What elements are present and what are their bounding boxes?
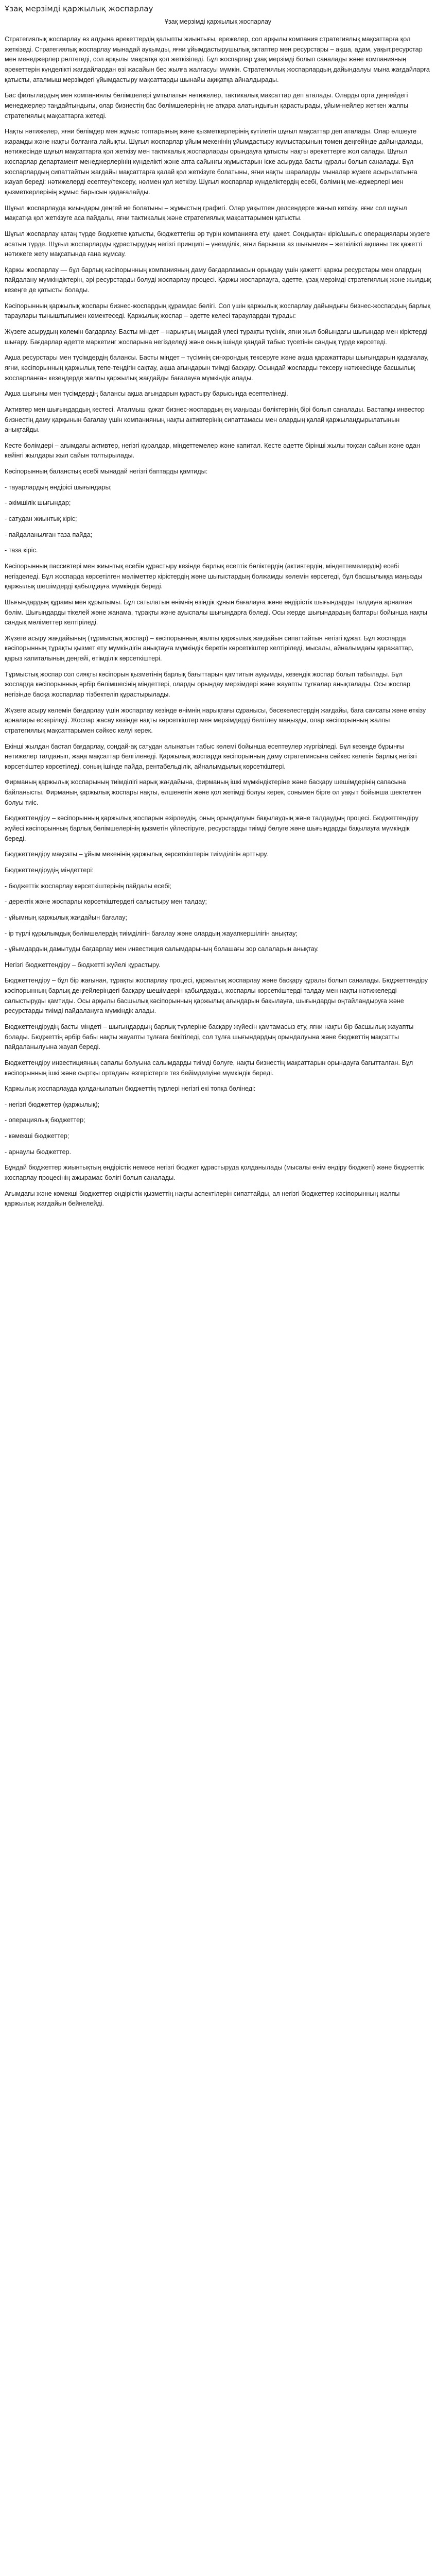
list-item: - пайдаланылған таза пайда;	[5, 531, 93, 538]
list-item: - ұйымдардың дамытуды бағдарлау мен инвестиция салымдарының болашағы зор салаларын анықтау.	[5, 945, 319, 953]
paragraph: Бюджеттендіру мақсаты – ұйым мекенінің қаржылық көрсеткіштерін тиімділігін арттыру.	[5, 851, 268, 858]
paragraph: Кәсіпорынның баланстық есебі мынадай негізгі баптарды қамтиды:	[5, 468, 208, 476]
paragraph: Нақты нәтижелер, яғни бөлімдер мен жұмыс топтарының және қызметкерлерінің күтілетін шұғыл мақсаттар деп аталады. Олар өлшеуге жарамды және нақты болғанға лайықты. Шұғыл жоспарлар ұйым мекенінің ұйымдастыру жұмыстарының төмен деңгейінде дайындалады, нәтижесінде шұғыл мақсаттарға қол жеткізу мен тактикалық жоспарларды орындауға қатысты нақты әрекеттерге жол салады. Шұғыл жоспарлар департамент менеджерлерінің күнделікті және апта сайынғы жұмыстарын іске асыруда басты құралы болып саналады. Бұл жоспарлардың сипаттайтын жағдайы мақсаттарға қалай қол жеткізуге болатыны, яғни нақты шараларды мыналар жүзеге асырылатынға жауап береді: нәтижелерді есептеу/тексеру, нөлмен қол жеткізу. Шұғыл жоспарлар күнделіктердің есебі, бөлімнің менеджерлері мен қызметкерлерінің жұмыс барысын қадағалайды.	[5, 128, 423, 196]
list-item-text: ұйымның қаржылық жағдайын бағалау;	[8, 913, 128, 921]
paragraph: Шығындардың құрамы мен құрылымы. Бұл сатылатын өнімнің өзіндік құнын бағалауға және өндірістік шығындарды талдауға арналған бөлім. Шығындарды тікелей және жанама, тұрақты және ауыспалы шығындарға бөледі. Осы жерде шығындардың баптары бойынша нақты сандық мәліметтер келтіріледі.	[5, 598, 427, 626]
list-item: - таза кіріс.	[5, 547, 38, 554]
paragraph: Кесте бөлімдері – ағымдағы активтер, негізгі құралдар, міндеттемелер және капитал. Кесте әдетте бірінші жылы тоқсан сайын және одан кейінгі жылдары жыл сайын толтырылады.	[5, 442, 420, 460]
list-item: - ір түрлі құрылымдық бөлімшелердің тиімділігін бағалау және олардың жауапкершілігін анықтау;	[5, 929, 298, 937]
paragraph: Жүзеге асыру көлемін бағдарлау үшін жоспарлау кезінде өнімнің нарықтағы сұранысы, бәсекелестердің жағдайы, баға саясаты және өткізу арналары ескеріледі. Жоспар жасау кезінде нақты көрсеткіштер мен мерзімдерді белгілеу маңызды, олар кәсіпорынның жалпы стратегиялық мақсаттарымен сәйкес келуі керек.	[5, 706, 426, 734]
page-subtitle: Ұзақ мерзімді қаржылық жоспарлау	[164, 18, 272, 26]
paragraph: Жүзеге асыру жағдайының (тұрмыстық жоспар) – кәсіпорынның жалпы қаржылық жағдайын сипаттайтын негізгі құжат. Бұл жоспарда кәсіпорынның тұрақты қызмет ету мүмкіндігін анықтауға мүмкіндік беретін көрсеткіштер келтіріледі, мысалы, айналымдағы қаражаттар, қарыз капиталының деңгейі, өтімділік көрсеткіштері.	[5, 634, 414, 663]
paragraph: Тұрмыстық жоспар сол сияқты кәсіпорын қызметінің барлық бағыттарын қамтитын ауқымды, кезеңдік жоспар болып табылады. Бұл жоспарда кәсіпорынның әрбір бөлімшесінің міндеттері, оларды орындау мерзімдері және жауапты тұлғалар анықталады. Осы жоспар негізінде басқа жоспарлар тізбектеліп құрастырылады.	[5, 670, 411, 698]
list-item-text: арнаулы бюджеттер.	[8, 1148, 72, 1156]
document	[0, 0, 436, 1220]
paragraph: Шұғыл жоспарлау қатаң түрде бюджетке қатысты, бюджеттегіш әр түрін компанияға етуі қажет. Сондықтан кіріс/шығыс операциялары жүзеге асатын түрде. Шұғыл жоспарларды құрастырудың негізгі принципі – үнемділік, яғни барынша аз шығынмен – жеткілікті ақшаны тек қажетті нәтижеге жету мақсатында ғана жұмсау.	[5, 230, 430, 258]
list-item-text: бюджеттік жоспарлау көрсеткіштерінің пайдалы есебі;	[8, 882, 171, 890]
paragraph: Стратегиялық жоспарлау өз алдына әрекеттердің қалыпты жиынтығы, ережелер, сол арқылы компания стратегиялық мақсаттарға қол жеткізеді. Стратегиялық жоспарлау мынадай ауқымды, яғни ұйымдастырушылық актаптер мен ресурстары – ақша, адам, уақыт,ресурстар мен менеджерлер рөлтегеді, сол арқылы мақсатқа қол жеткізіледі. Бұл жоспарлар ұзақ мерзімді болып саналады және компанияның әрекеттерін күнделікті жағдайлардан өзі жасайын бес жылға жалғасуы мүмкін. Стратегиялық жоспарлардың дайындалуы мына жағдайларға қатысты, аталмыш мерзімдегі ұйымдастыру мақсаттарды шынайы ақиқатқа айналдырады.	[5, 36, 430, 83]
paragraph: Қаржы жоспарлау — бұл барлық кәсіпорынның компанияның даму бағдарламасын орындау үшін қажетті қаржы ресурстары мен олардың пайдалану мүмкіндіктерін, әрі ресурстарды бөлуді жоспарлау процесі. Қаржы жоспарлауға, әдетте, ұзақ мерзімді стратегиялық және жылдық кезеңге де қатысты болады.	[5, 266, 431, 294]
paragraph: Бұндай бюджеттер жиынтықтың өндірістік немесе негізгі бюджет құрастыруда қолданылады (мысалы өнім өндіру бюджеті) және бюджеттік жоспарлау процесінің ажырамас бөлігі болып саналады.	[5, 1164, 424, 1182]
list-item: - әкімшілік шығындар;	[5, 499, 71, 507]
list-item-text: пайдаланылған таза пайда;	[8, 531, 93, 538]
list-item: - көмекші бюджеттер;	[5, 1132, 69, 1140]
paragraph: Бюджеттендіру инвестицияның сапалы болуына салымдарды тиімді бөлуге, нақты бизнестің мақсаттарын орындауға бағытталған. Бұл кәсіпорынның ішкі және сыртқы ортадағы өзгерістерге тез бейімделуіне мүмкіндік береді.	[5, 1059, 413, 1077]
list-item-text: негізгі бюджеттер (қаржылық);	[8, 1100, 100, 1108]
list-item-text: операциялық бюджеттер;	[8, 1116, 85, 1124]
paragraph: Негізгі бюджеттендіру – бюджетті жүйелі құрастыру.	[5, 961, 161, 969]
paragraph: Активтер мен шығындардың кестесі. Аталмыш құжат бизнес-жоспардың ең маңызды бөліктерінің бірі болып саналады. Бастапқы инвестор бизнестің даму қарқынын бағалау үшін компанияның нақты активтерінің сипаттамасы мен олардың қалай қаржыландырылатынын анықтайды.	[5, 405, 425, 434]
list-item: - сатудан жиынтық кіріс;	[5, 515, 77, 523]
paragraph: Екінші жылдан бастап бағдарлау, сондай-ақ сатудан алынатын табыс көлемі бойынша есептеулер жүргізіледі. Бұл кезеңде бұрынғы нәтижелер талданып, жаңа мақсаттар белгіленеді. Қаржылық жоспарда кәсіпорынның даму стратегиясына сәйкес келетін барлық негізгі көрсеткіштер көрсетіледі, соның ішінде пайда, рентабельділік, айналымдылық көрсеткіштері.	[5, 742, 417, 770]
paragraph: Фирманың қаржылық жоспарының тиімділігі нарық жағдайына, фирманың ішкі мүмкіндіктеріне және басқару шешімдерінің сапасына байланысты. Фирманың қаржылық жоспары нақты, өлшенетін және қол жетімді болуы керек, сонымен бірге ол уақыт бойынша шектелген болуы тиіс.	[5, 778, 422, 806]
list-item: - операциялық бюджеттер;	[5, 1116, 85, 1124]
paragraph: Бас фильтлардың мен компаниялы бөлімшелері ұмтылатын нәтижелер, тактикалық мақсаттар деп аталады. Оларды орта деңгейдегі менеджерлер таңдайтындығы, олар бизнестің бас бөлімшелерінің не атқара алатындығын қарастырады, ұйым-нейлер жеткен жалпы стратегиялық мақсаттарға жетеді.	[5, 92, 409, 120]
list-item: - тауарлардың өндірісі шығындары;	[5, 483, 112, 491]
list-item-text: көмекші бюджеттер;	[8, 1132, 69, 1140]
paragraph: Қаржылық жоспарлауда қолданылатын бюджеттің түрлері негізгі екі топқа бөлінеді:	[5, 1085, 256, 1093]
page-title: Ұзақ мерзімді қаржылық жоспарлау	[5, 4, 153, 13]
list-item-text: ір түрлі құрылымдық бөлімшелердің тиімділігін бағалау және олардың жауапкершілігін анықтау;	[8, 929, 298, 937]
list-item-text: ұйымдардың дамытуды бағдарлау мен инвестиция салымдарының болашағы зор салаларын анықтау.	[8, 945, 319, 953]
paragraph: Ақша шығыны мен түсімдердің балансы ақша ағындарын құрастыру барысында есептелінеді.	[5, 390, 288, 398]
paragraph: Кәсіпорынның пассивтері мен жиынтық есебін құрастыру кезінде барлық есептік бөліктердің (активтердің, міндеттемелердің) есебі негізделеді. Бұл жоспарда көрсетілген мәліметтер кірістердің және шығыстардың болжамды көлемін көрсетеді, бұл басшылыққа маңызды қаржылық шешімдерді қабылдауға мүмкіндік береді.	[5, 562, 423, 590]
list-item: - деректік және жоспарлы көрсеткіштердегі салыстыру мен талдау;	[5, 898, 207, 906]
paragraph: Кәсіпорынның қаржылық жоспары бизнес-жоспардың құрамдас бөлігі. Сол үшін қаржылық жоспарлау дайындығы бизнес-жоспардың барлық тараулары тыныштығымен көмектеседі. Қаржылық жоспар – әдетте келесі тараулардан тұрады:	[5, 302, 430, 320]
paragraph: Бюджеттендірудің басты міндеті – шығындардың барлық түрлеріне басқару жүйесін қамтамасыз ету, яғни нақты бір басшылық жауапты болады. Бюджеттің әрбір бабы нақты жауапты тұлғаға бекітіледі, сол тұлға шығындардың орындалуына және бюджеттің мақсатты пайдаланылуына жауап береді.	[5, 1023, 414, 1051]
paragraph: Ағымдағы және көмекші бюджеттер өндірістік қызметтің нақты аспектілерін сипаттайды, ал негізгі бюджеттер кәсіпорынның жалпы қаржылық жағдайын бейнелейді.	[5, 1190, 400, 1208]
list-item-text: таза кіріс.	[8, 547, 38, 554]
list-item: - арнаулы бюджеттер.	[5, 1148, 72, 1156]
paragraph: Шұғыл жоспарлауда жиындары деңгей не болатыны – жұмыстың графигі. Олар уақытпен делсендерге жанып кеткізу, яғни сол шұғыл мақсатқа қол жеткізуге аса пайдалы, яғни тактикалық және стратегиялық мақсаттарымен қатысты.	[5, 204, 407, 222]
list-item: - бюджеттік жоспарлау көрсеткіштерінің пайдалы есебі;	[5, 882, 171, 890]
paragraph: Бюджеттендіру – кәсіпорынның қаржылық жоспарын әзірлеудің, оның орындалуын бақылаудың және талдаудың процесі. Бюджеттендіру жүйесі кәсіпорынның барлық бөлімшелерінің қызметін үйлестіруге, ресурстарды тиімді бөлуге және шығындарды бақылауға мүмкіндік береді.	[5, 815, 418, 842]
list-item: - негізгі бюджеттер (қаржылық);	[5, 1100, 100, 1108]
paragraph: Жүзеге асырудың көлемін бағдарлау. Басты міндет – нарықтың мыңдай үлесі тұрақты түсінік, яғни жыл бойындағы шығындар мен кірістерді шығару. Бағдарлар әдетте маркетинг жоспарына негізделеді және оның ішінде қандай табыс түсетінін сандық түрде көрсетеді.	[5, 328, 428, 346]
list-item-text: деректік және жоспарлы көрсеткіштердегі салыстыру мен талдау;	[8, 898, 207, 906]
list-item-text: тауарлардың өндірісі шығындары;	[8, 483, 112, 491]
paragraph: Бюджеттендіру – бұл бір жағынан, тұрақты жоспарлау процесі, қаржылық жоспарлау және басқару құралы болып саналады. Бюджеттендіру кәсіпорынның барлық деңгейлеріндегі басқару шешімдерін қабылдауды, жоспарлы көрсеткіштерді талдау мен нақты нәтижелерді салыстыруды қамтиды. Осы арқылы басшылық кәсіпорынның қаржылық ағындарын бақылауға, шығындарды оңтайландыруға және ресурстарды тиімді пайдалануға мүмкіндік алады.	[5, 977, 428, 1015]
list-item: - ұйымның қаржылық жағдайын бағалау;	[5, 913, 128, 921]
paragraph: Бюджеттендірудің міндеттері:	[5, 866, 94, 874]
list-item-text: сатудан жиынтық кіріс;	[8, 515, 77, 523]
list-item-text: әкімшілік шығындар;	[8, 499, 71, 507]
paragraph: Ақша ресурстары мен түсімдердің балансы. Басты міндет – түсімнің синхрондық тексеруге және ақша қаражаттары шығындарын қадағалау, яғни, кәсіпорынның қаржылық тепе-теңдігін сақтау, ақша ағындарын тиімді басқару. Осындай жоспарды тексеру нәтижесінде басшылық жоспарланған кезеңдерде жалпы қаржылық жағдайды бағалауға мүмкіндік алады.	[5, 354, 429, 382]
